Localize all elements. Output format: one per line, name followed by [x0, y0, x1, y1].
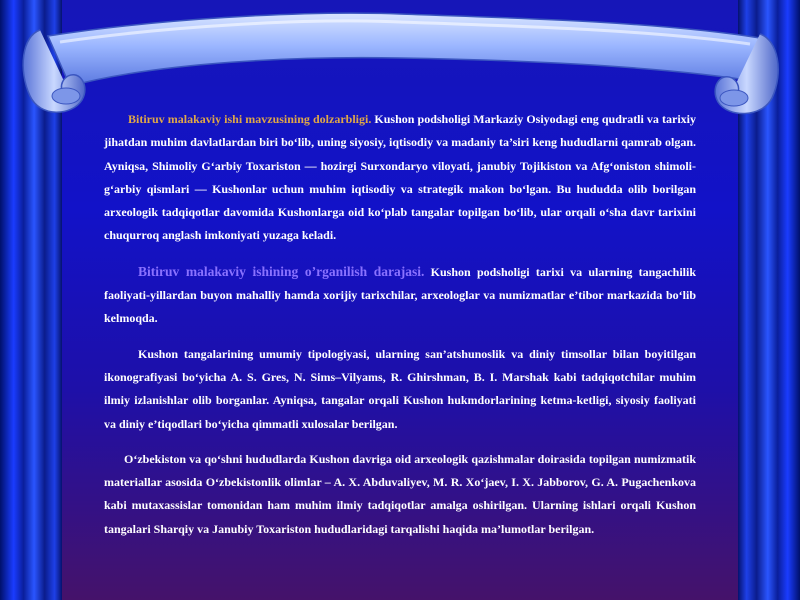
paragraph-relevance [104, 108, 696, 248]
heading-relevance: Bitiruv malakaviy ishi mavzusining dolzarbligi. [128, 112, 372, 126]
paragraph-researchers [104, 343, 696, 436]
paragraph-text: Kushon podsholigi Markaziy Osiyodagi eng qudratli va tarixiy jihatdan muhim davlatlardan biri bo‘lib, uning siyosiy, iqtisodiy va madaniy ta’siri keng hududlarni qamrab olgan. Ayniqsa, Shimoliy G‘arbiy Toxariston — hozirgi Surxondaryo viloyati, janubiy Tojikiston va Afg‘oniston shimoli-g‘arbiy qismlari — Kushonlar uchun muhim iqtisodiy va strategik makon bo‘lgan. Bu hududda olib borilgan arxeologik tadqiqotlar davomida Kushonlarga oid ko‘plab tangalar topilgan bo‘lib, ular orqali o‘sha davr tarixini chuqurroq anglash imkoniyati yuzaga keladi. [104, 112, 696, 243]
document-body [104, 108, 696, 541]
paragraph-text: Kushon podsholigi tarixi va ularning tangachilik faoliyati-yillardan buyon mahalliy hamda xorijiy tarixchilar, arxeologlar va numizmatlar e’tibor markazida bo‘lib kelmoqda. [104, 264, 696, 326]
heading-study-level: Bitiruv malakaviy ishining o’rganilish darajasi. [138, 263, 425, 279]
paragraph-text: O‘zbekiston va qo‘shni hududlarda Kushon davriga oid arxeologik qazishmalar doirasida topilgan numizmatik materiallar asosida O‘zbekistonlik olimlar – A. X. Abduvaliyev, M. R. Xo‘jaev, I. X. Jabborov, G. A. Pugachenkova kabi mutaxassislar tomonidan ham muhim ilmiy tadqiqotlar amalga oshirilgan. Ularning ishlari orqali Kushon tangalari Sharqiy va Janubiy Toxariston hududlaridagi tarqalishi haqida ma’lumotlar berilgan. [104, 451, 696, 536]
paragraph-study-level [104, 260, 696, 331]
paragraph-uzbek-scholars [104, 448, 696, 541]
paragraph-text: Kushon tangalarining umumiy tipologiyasi, ularning san’atshunoslik va diniy timsollar bilan boyitilgan ikonografiyasi bo‘yicha A. S. Gres, N. Sims–Vilyams, R. Ghirshman, B. I. Marshak kabi tadqiqotchilar muhim ilmiy izlanishlar olib borganlar. Ayniqsa, tangalar orqali Kushon hukmdorlarining ketma-ketligi, siyosiy faoliyati va diniy e’tiqodlari bo‘yicha qimmatli xulosalar berilgan. [104, 346, 696, 431]
